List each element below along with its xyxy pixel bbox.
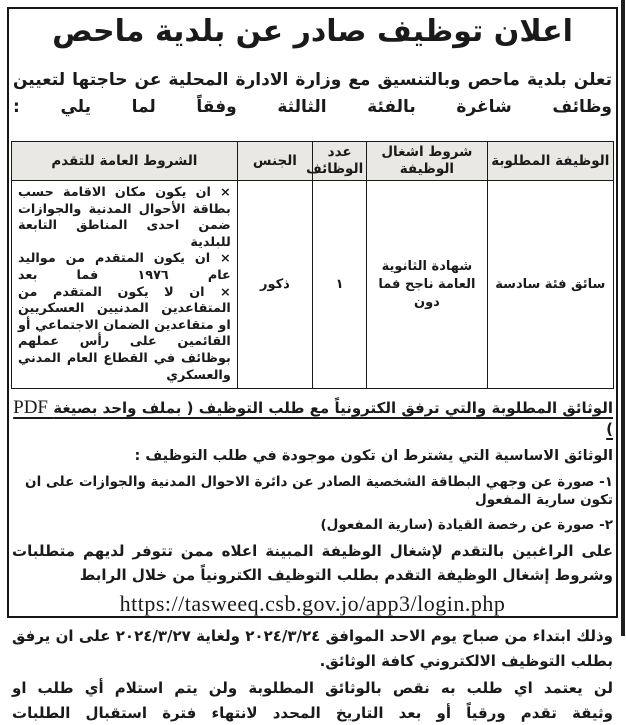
cell-general-conditions — [12, 181, 238, 389]
column-header-general-conditions: الشروط العامة للتقدم — [12, 142, 238, 181]
page-title: اعلان توظيف صادر عن بلدية ماحص — [52, 14, 573, 49]
document-item-2: ٢- صورة عن رخصة القيادة (سارية المفعول) — [320, 517, 613, 534]
pdf-format-label: PDF — [13, 397, 48, 419]
documents-heading-underline — [13, 399, 613, 438]
announcement-frame — [7, 7, 618, 722]
jobs-table — [11, 141, 614, 389]
documents-subheading: الوثائق الاساسية التي يشترط ان تكون موجودة في طلب التوظيف : — [134, 448, 613, 465]
condition-item: × ان يكون مكان الاقامة حسب بطاقة الأحوال المدنية والجوازات ضمن احدى المناطق التابعة للبلدية — [18, 185, 231, 250]
newspaper-column-rule — [621, 0, 625, 636]
document-item-1: ١- صورة عن وجهي البطاقة الشخصية الصادر عن دائرة الاحوال المدنية والجوازات على ان تكون سارية المفعول — [25, 474, 613, 509]
cell-vacancies: ١ — [313, 181, 367, 389]
column-header-job-title: الوظيفة المطلوبة — [487, 142, 613, 181]
table-row — [12, 181, 614, 389]
condition-item: × ان لا يكون المتقدم من المتقاعدين المدنيين العسكريين او متقاعدين الضمان الاجتماعي أو القائمين على رأس عملهم بوظائف في القطاع العام المدني والعسكري — [18, 284, 231, 383]
application-url: https://tasweeq.csb.gov.jo/app3/login.php — [119, 591, 506, 617]
cell-occupancy-conditions: شهادة الثانوية العامة ناجح فما دون — [367, 181, 487, 389]
disclaimer-note: لن يعتمد اي طلب به نقص بالوثائق المطلوبة ولن يتم استلام أي طلب او وثيقة تقدم ورقياً أو بعد التاريخ المحدد لانتهاء فترة استقبال الطلبات — [12, 679, 613, 722]
cell-job-title: سائق فئة سادسة — [487, 181, 613, 389]
application-period: وذلك ابتداء من صباح يوم الاحد الموافق ٢٠٢٤/٣/٢٤ ولغاية ٢٠٢٤/٣/٢٧ على ان يرفق بطلب التوظيف الالكتروني كافة الوثائق. — [12, 627, 613, 671]
table-header-row — [12, 142, 614, 181]
application-instructions: على الراغبين بالتقدم لإشغال الوظيفة المبينة اعلاه ممن تتوفر لديهم متطلبات وشروط إشغال الوظيفة التقدم بطلب التوظيف الكترونياً من خلال الرابط — [12, 542, 613, 585]
column-header-occupancy-conditions: شروط اشغال الوظيفة — [367, 142, 487, 181]
intro-paragraph: تعلن بلدية ماحص وبالتنسيق مع وزارة الادارة المحلية عن حاجتها لتعيين وظائف شاغرة بالفئة الثالثة وفقاً لما يلي : — [13, 70, 612, 117]
documents-heading-close: ) — [606, 420, 613, 439]
documents-heading-text: الوثائق المطلوبة والتي ترفق الكترونياً مع طلب التوظيف ( بملف واحد بصيغة — [53, 399, 613, 418]
cell-gender: ذكور — [237, 181, 312, 389]
column-header-gender: الجنس — [237, 142, 312, 181]
documents-heading — [12, 397, 613, 440]
column-header-vacancies: عدد الوظائف — [313, 142, 367, 181]
condition-item: × ان يكون المتقدم من مواليد عام ١٩٧٦ فما بعد — [18, 251, 231, 283]
